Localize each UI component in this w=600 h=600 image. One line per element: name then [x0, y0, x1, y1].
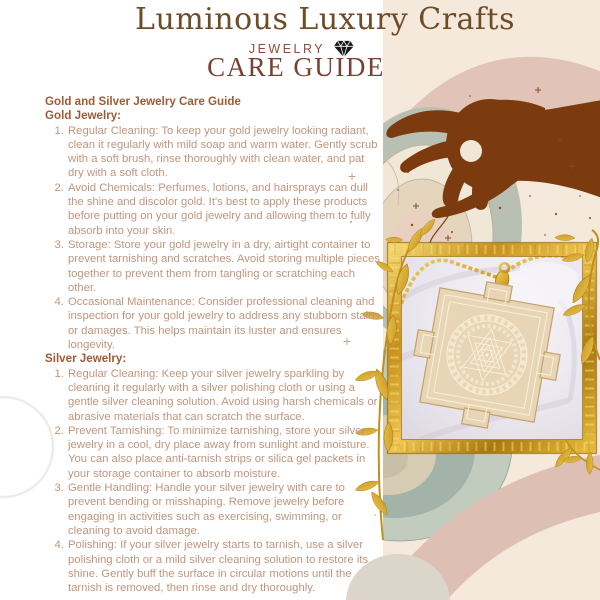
list-item: 3. Storage: Store your gold jewelry in a dry, airtight container to prevent tarnishing and scratches. Avoid storing multiple pieces together to prevent them from tangling or scratching each other. [67, 238, 381, 295]
list-item: 4. Polishing: If your silver jewelry starts to tarnish, use a silver polishing cloth or a mild silver cleaning solution to restore its shine. Gently buff the surface in circular motions until the tarnish is removed, then rinse and dry thoroughly. [67, 538, 381, 595]
list-item: 3. Gentle Handling: Handle your silver jewelry with care to prevent bending or misshaping. Remove jewelry before engaging in activities such as exercising, swimming, or cleaning to avoid damage. [67, 481, 381, 538]
brand-title: Luminous Luxury Crafts [135, 2, 515, 37]
framed-pendant-photo [388, 243, 597, 454]
list-item: 2. Prevent Tarnishing: To minimize tarnishing, store your silver jewelry in a cool, dry place away from sunlight and moisture. You can also place anti-tarnish strips or silica gel packets in your storage container to absorb moisture. [67, 424, 381, 481]
list-item: 1. Regular Cleaning: To keep your gold jewelry looking radiant, clean it regularly with mild soap and warm water. Gently scrub with a soft brush, rinse thoroughly with clean water, and pat dry with a soft cloth. [67, 124, 381, 181]
gold-care-list [45, 124, 381, 353]
care-guide-text [45, 95, 381, 595]
section-title-silver: Silver Jewelry: [45, 352, 127, 366]
list-item: 4. Occasional Maintenance: Consider professional cleaning and inspection for your gold jewelry to address any stubborn stains or damages. This helps maintain its luster and ensures longevity. [67, 295, 381, 352]
subtitle-jewelry: JEWELRY [248, 42, 326, 56]
guide-heading: Gold and Silver Jewelry Care Guide [45, 95, 241, 108]
list-item: 2. Avoid Chemicals: Perfumes, lotions, and hairsprays can dull the shine and discolor gold. It's best to apply these products before putting on your gold jewelry and allowing them to fully absorb into your skin. [67, 181, 381, 238]
page-title: CARE GUIDE [207, 52, 385, 82]
section-title-gold: Gold Jewelry: [45, 109, 122, 123]
silver-care-list [45, 367, 381, 596]
list-item: 1. Regular Cleaning: Keep your silver jewelry sparkling by cleaning it regularly with a silver polishing cloth or using a gentle silver cleaning solution. Avoid using harsh chemicals or abrasive materials that can scratch the surface. [67, 367, 381, 424]
